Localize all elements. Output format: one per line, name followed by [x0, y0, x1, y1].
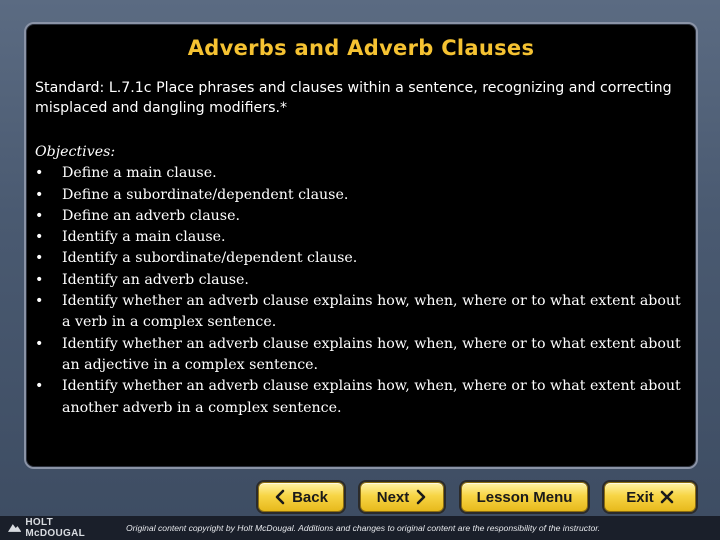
list-item: [35, 185, 683, 206]
exit-button[interactable]: [604, 482, 696, 512]
standard-text: Standard: L.7.1c Place phrases and clauses within a sentence, recognizing and correcting misplaced and dangling modifiers.*: [35, 80, 672, 116]
list-item: [35, 270, 683, 291]
lesson-menu-label: Lesson Menu: [476, 488, 573, 506]
bullet-icon: •: [35, 229, 44, 246]
navigation-bar: [0, 482, 720, 512]
bullet-icon: •: [35, 165, 44, 182]
objective-text: Identify whether an adverb clause explains how, when, where or to what extent about another adverb in a complex sentence.: [62, 378, 681, 416]
publisher-name: HOLT McDOUGAL: [25, 517, 86, 539]
bullet-icon: •: [35, 293, 44, 310]
exit-label: Exit: [626, 488, 654, 506]
close-icon: [660, 490, 674, 504]
objective-text: Identify a subordinate/dependent clause.: [62, 250, 358, 267]
copyright-notice: Original content copyright by Holt McDougal. Additions and changes to original content are the responsibility of the instructor.: [126, 523, 601, 533]
objective-text: Define a subordinate/dependent clause.: [62, 186, 349, 203]
list-item: [35, 206, 683, 227]
objective-text: Define a main clause.: [62, 165, 217, 182]
objective-text: Identify whether an adverb clause explains how, when, where or to what extent about a verb in a complex sentence.: [62, 293, 681, 331]
next-button[interactable]: [360, 482, 444, 512]
bullet-icon: •: [35, 271, 44, 288]
bullet-icon: •: [35, 207, 44, 224]
list-item: [35, 227, 683, 248]
publisher-logo: [8, 517, 112, 539]
objective-text: Identify an adverb clause.: [62, 271, 249, 288]
list-item: [35, 248, 683, 269]
footer-bar: [0, 516, 720, 540]
list-item: [35, 376, 683, 419]
chevron-right-icon: [415, 489, 427, 505]
list-item: [35, 163, 683, 184]
bullet-icon: •: [35, 250, 44, 267]
objectives-heading: Objectives:: [35, 144, 116, 160]
list-item: [35, 334, 683, 377]
publisher-mark-icon: [8, 522, 21, 534]
lesson-menu-button[interactable]: [461, 482, 588, 512]
content-panel: [24, 22, 698, 469]
objective-text: Define an adverb clause.: [62, 207, 240, 224]
bullet-icon: •: [35, 378, 44, 395]
slide-title: Adverbs and Adverb Clauses: [187, 36, 535, 60]
objectives-list: [35, 163, 683, 419]
bullet-icon: •: [35, 335, 44, 352]
next-label: Next: [376, 488, 410, 506]
back-button[interactable]: [258, 482, 344, 512]
bullet-icon: •: [35, 186, 44, 203]
back-label: Back: [292, 488, 328, 506]
objectives-section: [35, 142, 683, 419]
chevron-left-icon: [274, 489, 286, 505]
list-item: [35, 291, 683, 334]
objective-text: Identify whether an adverb clause explains how, when, where or to what extent about an adjective in a complex sentence.: [62, 335, 681, 373]
objective-text: Identify a main clause.: [62, 229, 226, 246]
